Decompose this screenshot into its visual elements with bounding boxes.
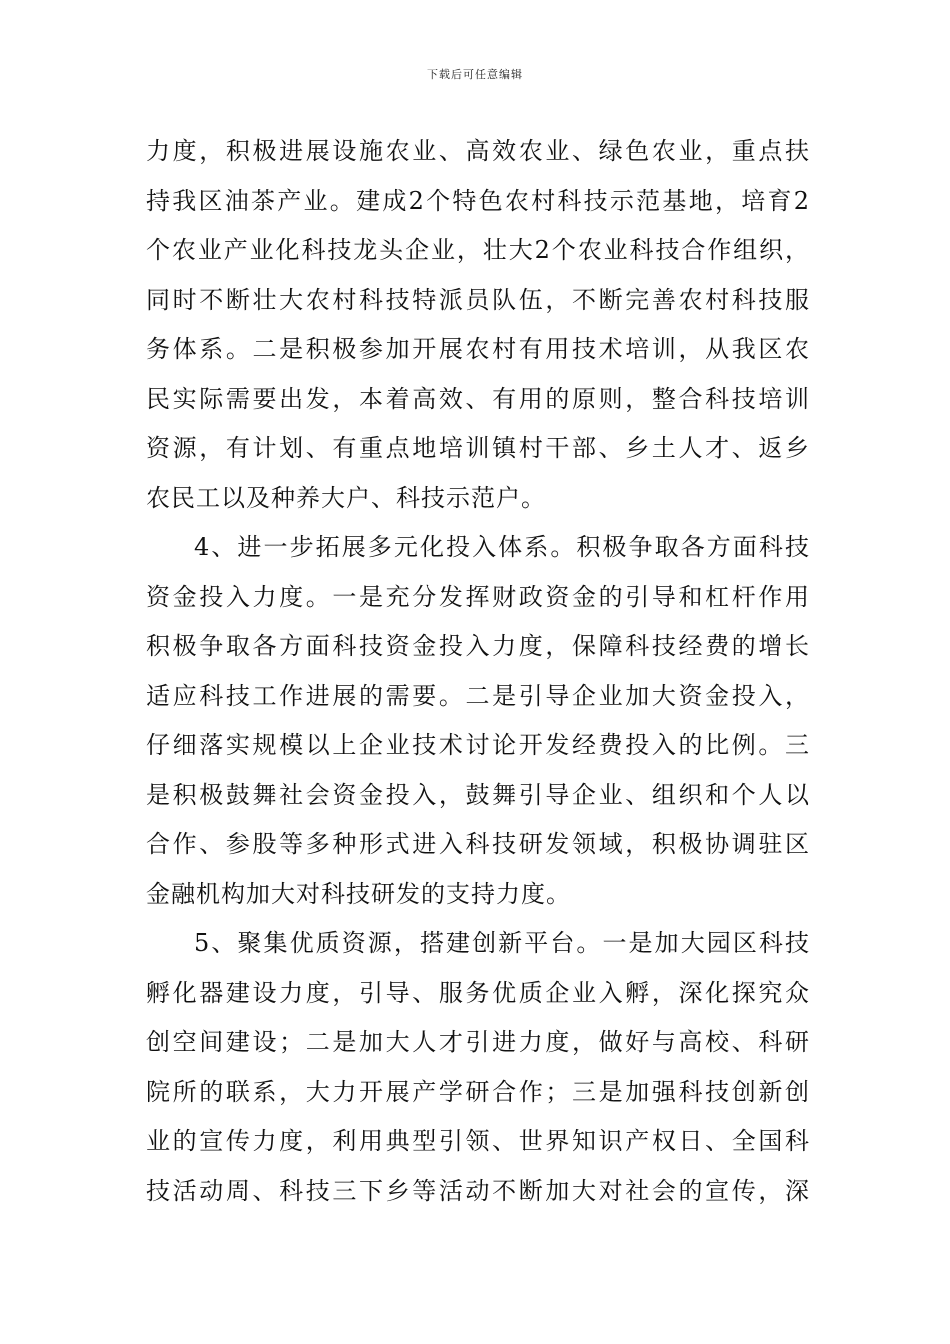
text-line: 5、聚集优质资源，搭建创新平台。一是加大园区科技 bbox=[194, 929, 810, 957]
text-line: 孵化器建设力度，引导、服务优质企业入孵，深化探究众 bbox=[146, 978, 810, 1007]
text-line: 业的宣传力度，利用典型引领、世界知识产权日、全国科 bbox=[146, 1127, 810, 1155]
text-line: 创空间建设；二是加大人才引进力度，做好与高校、科研 bbox=[146, 1028, 810, 1056]
text-line: 合作、参股等多种形式进入科技研发领域，积极协调驻区 bbox=[146, 830, 810, 858]
text-line: 院所的联系，大力开展产学研合作；三是加强科技创新创 bbox=[146, 1077, 810, 1106]
text-line: 民实际需要出发，本着高效、有用的原则，整合科技培训 bbox=[146, 384, 810, 413]
document-body bbox=[146, 127, 810, 1216]
text-line: 金融机构加大对科技研发的支持力度。 bbox=[146, 879, 571, 908]
text-line: 务体系。二是积极参加开展农村有用技术培训，从我区农 bbox=[146, 335, 810, 363]
text-line: 持我区油茶产业。建成2个特色农村科技示范基地，培育2 bbox=[146, 186, 810, 215]
text-line: 4、进一步拓展多元化投入体系。积极争取各方面科技 bbox=[194, 533, 810, 561]
page-header: 下载后可任意编辑 bbox=[427, 68, 523, 81]
text-line: 资源，有计划、有重点地培训镇村干部、乡土人才、返乡 bbox=[146, 434, 810, 462]
text-line: 同时不断壮大农村科技特派员队伍，不断完善农村科技服 bbox=[146, 285, 810, 314]
text-line: 技活动周、科技三下乡等活动不断加大对社会的宣传，深 bbox=[146, 1176, 810, 1205]
text-line: 仔细落实规模以上企业技术讨论开发经费投入的比例。三 bbox=[146, 731, 810, 759]
text-line: 农民工以及种养大户、科技示范户。 bbox=[146, 483, 546, 512]
text-line: 适应科技工作进展的需要。二是引导企业加大资金投入， bbox=[146, 681, 810, 710]
text-line: 资金投入力度。一是充分发挥财政资金的引导和杠杆作用 bbox=[146, 582, 810, 611]
text-line: 力度，积极进展设施农业、高效农业、绿色农业，重点扶 bbox=[146, 137, 810, 165]
text-line: 个农业产业化科技龙头企业，壮大2个农业科技合作组织， bbox=[146, 236, 810, 264]
text-line: 是积极鼓舞社会资金投入，鼓舞引导企业、组织和个人以 bbox=[146, 780, 810, 809]
text-line: 积极争取各方面科技资金投入力度，保障科技经费的增长 bbox=[146, 632, 810, 660]
